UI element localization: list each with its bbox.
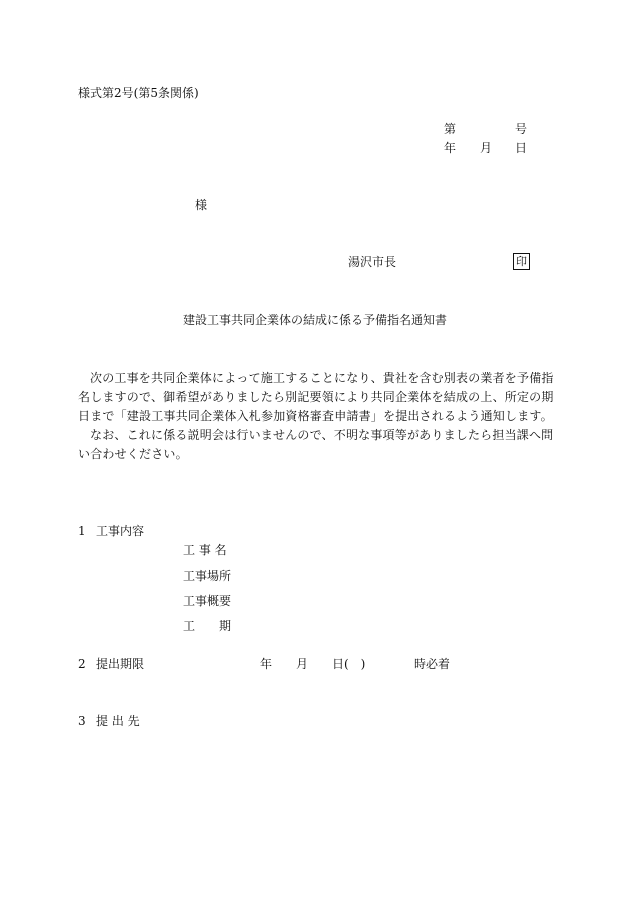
- body-paragraph-2: なお、これに係る説明会は行いませんので、不明な事項等がありましたら担当課へ問い合わせください。: [78, 428, 554, 461]
- section1-item-period: 工 期: [183, 619, 232, 633]
- section2-number: 2: [78, 657, 86, 671]
- section3-label: 提 出 先: [96, 714, 140, 728]
- body-text: [78, 369, 560, 464]
- date-month: 月: [480, 141, 493, 155]
- doc-number-dai: 第: [444, 122, 457, 136]
- addressee-suffix: 様: [195, 198, 208, 212]
- section1-item-name: 工 事 名: [183, 543, 227, 557]
- section3-number: 3: [78, 714, 86, 728]
- form-number: 様式第2号(第5条関係): [78, 86, 199, 100]
- section2-year: 年: [260, 657, 273, 671]
- doc-number-go: 号: [515, 122, 528, 136]
- section2-day: 日( ): [332, 657, 366, 671]
- section2-time: 時必着: [414, 657, 451, 671]
- section1-item-overview: 工事概要: [183, 594, 232, 608]
- section2-month: 月: [296, 657, 309, 671]
- document-title: 建設工事共同企業体の結成に係る予備指名通知書: [183, 313, 448, 327]
- section2-label: 提出期限: [96, 657, 145, 671]
- section1-label: 工事内容: [96, 524, 145, 538]
- date-year: 年: [444, 141, 457, 155]
- seal-mark: 印: [513, 253, 530, 270]
- body-paragraph-1: 次の工事を共同企業体によって施工することになり、貴社を含む別表の業者を予備指名しますので、御希望がありましたら別記要領により共同企業体を結成の上、所定の期日まで「建設工事共同企業体入札参加資格審査申請書」を提出されるよう通知します。: [78, 371, 554, 423]
- section1-item-location: 工事場所: [183, 569, 232, 583]
- sender-title: 湯沢市長: [348, 255, 397, 269]
- section1-number: 1: [78, 524, 86, 538]
- date-day: 日: [515, 141, 528, 155]
